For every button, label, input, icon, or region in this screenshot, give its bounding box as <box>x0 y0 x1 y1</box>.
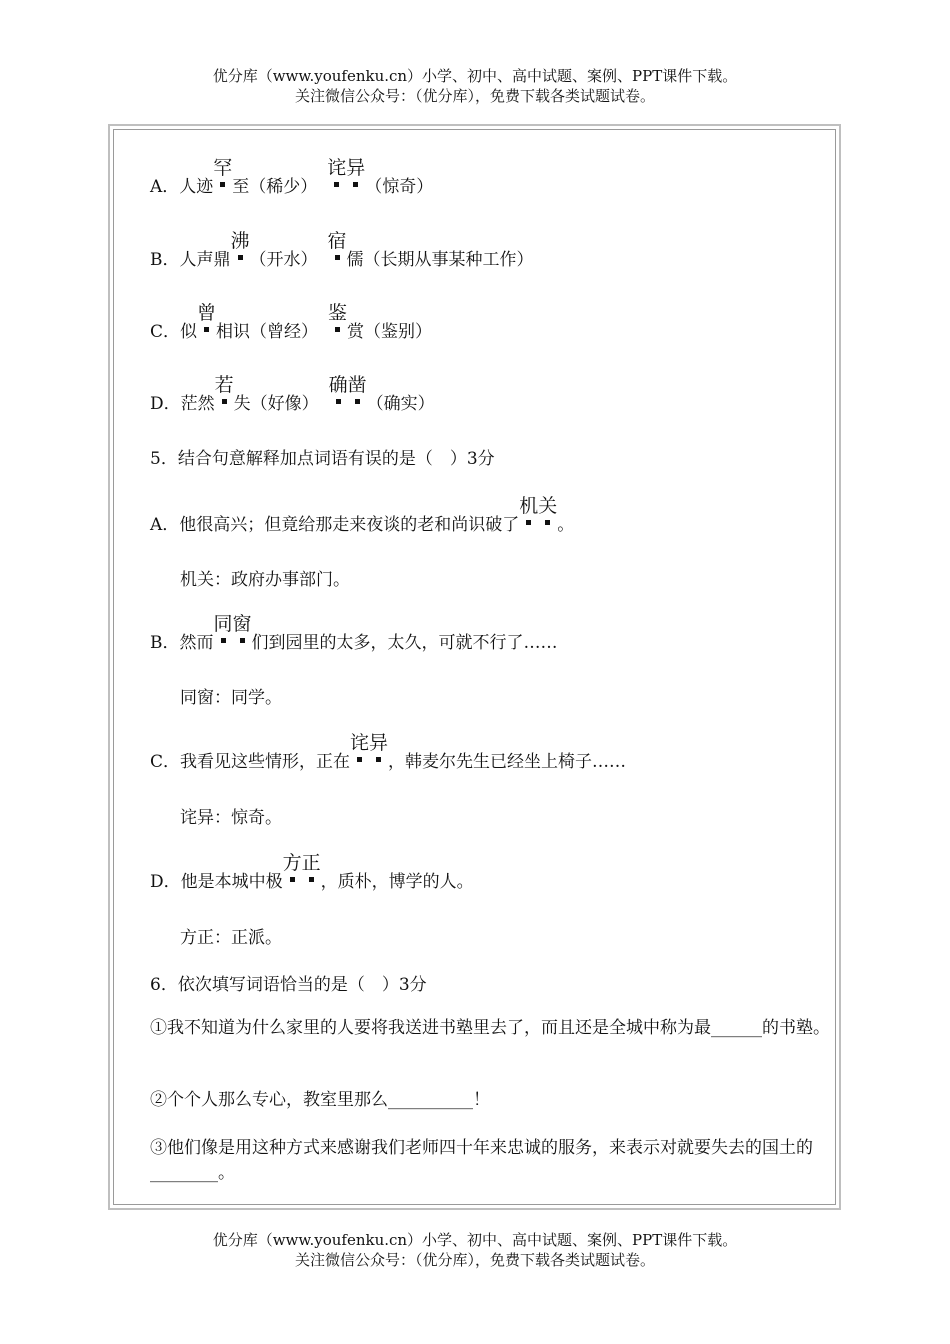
q6-sentence-2: ②个个人那么专心，教室里那么__________！ <box>150 1090 490 1110</box>
annotation-word: 同窗 <box>213 613 252 635</box>
q5-option-c[interactable]: C．我看见这些情形，正在 诧异 ，韩麦尔先生已经坐上椅子…… <box>150 732 627 772</box>
q5-option-b[interactable]: B．然而 同窗 们到园里的太多，太久，可就不行了…… <box>150 613 558 653</box>
header-line-1: 优分库（www.youfenku.cn）小学、初中、高中试题、案例、PPT课件下载。 <box>212 67 738 85</box>
footer-line-1: 优分库（www.youfenku.cn）小学、初中、高中试题、案例、PPT课件下载。 <box>212 1231 738 1249</box>
q6-sentence-1: ①我不知道为什么家里的人要将我送进书塾里去了，而且还是全城中称为最______的书塾。 <box>150 1018 830 1038</box>
header-line-2: 关注微信公众号：（优分库），免费下载各类试题试卷。 <box>294 87 655 105</box>
q5-explanation-d: 方正：正派。 <box>180 928 282 948</box>
annotation-word: 诧异 <box>350 732 389 754</box>
q4-option-d[interactable]: D．茫然 若 失（好像） 确凿 （确实） <box>150 374 435 414</box>
q4-option-a[interactable]: A．人迹 罕 至（稀少） 诧异 （惊奇） <box>150 157 434 197</box>
annotation-word: 若 <box>214 374 234 396</box>
q6-stem: 6．依次填写词语恰当的是（ ）3分 <box>150 975 427 995</box>
q4-option-b[interactable]: B．人声鼎 沸 （开水） 宿 儒（长期从事某种工作） <box>150 230 534 270</box>
q6-sentence-3: ③他们像是用这种方式来感谢我们老师四十年来忠诚的服务，来表示对就要失去的国土的________。 <box>150 1138 813 1183</box>
annotation-word: 曾 <box>197 302 217 324</box>
q5-option-a[interactable]: A．他很高兴；但竟给那走来夜谈的老和尚识破了 机关 。 <box>150 495 575 535</box>
annotation-word: 罕 <box>213 157 233 179</box>
q5-explanation-c: 诧异：惊奇。 <box>180 808 282 828</box>
annotation-word: 沸 <box>230 230 250 252</box>
annotation-word: 机关 <box>519 495 558 517</box>
q4-option-c[interactable]: C．似 曾 相识（曾经） 鉴 赏（鉴别） <box>150 302 433 342</box>
q5-explanation-b: 同窗：同学。 <box>180 688 282 708</box>
q5-stem: 5．结合句意解释加点词语有误的是（ ）3分 <box>150 449 495 469</box>
footer-line-2: 关注微信公众号：（优分库），免费下载各类试题试卷。 <box>294 1251 655 1269</box>
page-footer <box>0 1230 950 1270</box>
q5-explanation-a: 机关：政府办事部门。 <box>180 570 350 590</box>
q5-option-d[interactable]: D．他是本城中极 方正 ，质朴，博学的人。 <box>150 852 474 892</box>
annotation-word: 宿 <box>327 230 347 252</box>
content-frame <box>108 124 841 1210</box>
annotation-word: 方正 <box>282 852 321 874</box>
annotation-word: 诧异 <box>327 157 366 179</box>
page-header <box>0 66 950 106</box>
annotation-word: 确凿 <box>328 374 367 396</box>
annotation-word: 鉴 <box>328 302 348 324</box>
